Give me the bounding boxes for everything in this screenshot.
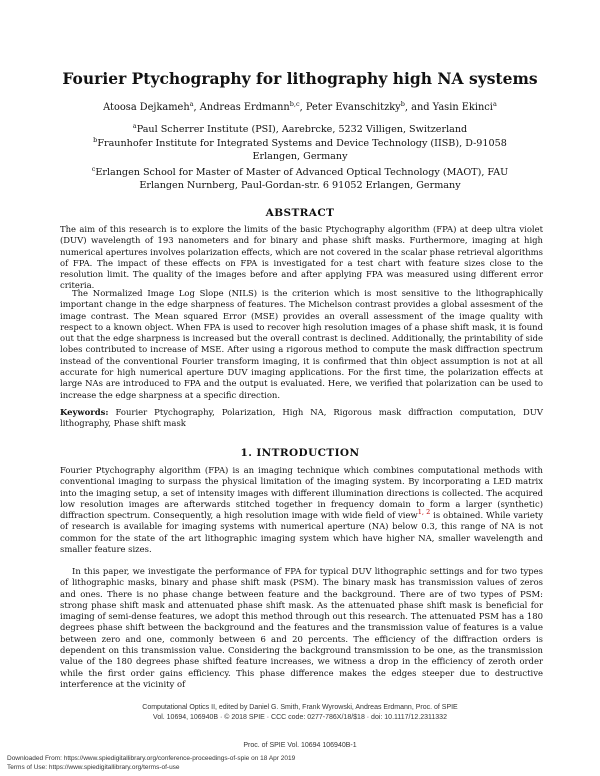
intro-paragraph-1 [60,465,543,555]
affiliation-text: Fraunhofer Institute for Integrated Systems and Device Technology (IISB), D-91058 [97,138,507,149]
affiliation-text: Paul Scherrer Institute (PSI), Aarebrcke, 5232 Villigen, Switzerland [136,124,468,135]
download-info [7,755,295,772]
download-line: Terms of Use: https://www.spiedigitallibrary.org/terms-of-use [7,763,180,771]
intro-text: is obtained. While variety of research is available for imaging systems with numerical aperture (NA) below 0.3, this range of NA is not common for the state of the art lithographic imaging system which have higher NA, smaller wavelength and smaller feature sizes. [60,510,543,555]
intro-paragraph-2: In this paper, we investigate the performance of FPA for typical DUV lithographic settings and for two types of lithographic masks, binary and phase shift mask (PSM). The binary mask has transmission values of zeros and ones. There is no phase change between feature and the background. There are of two types of PSM: strong phase shift mask and attenuated phase shift mask. As the attenuated phase shift mask is beneficial for imaging of semi-dense features, we adopt this method through out this research. The attenuated PSM has a 180 degrees phase shift between the background and the features and the transmission value of features is a value between zero and one, commonly between 6 and 20 percents. The efficiency of the diffraction orders is dependent on this transmission value. Considering the background transmission to be one, as the transmission value of the 180 degrees phase shifted feature increases, we witness a drop in the efficiency of zeroth order while the first order gains efficiency. This phase difference makes the edges steeper due to destructive interference at the vicinity of [60,566,543,689]
abstract-heading: ABSTRACT [265,207,335,219]
section-heading-introduction: 1. INTRODUCTION [240,447,360,459]
author-name: , and Yasin Ekinci [404,102,493,113]
affiliation-a [0,123,600,136]
affiliation-c [0,166,600,192]
affiliation-text: Erlangen School for Master of Master of Advanced Optical Technology (MAOT), FAU [95,167,509,178]
page-number: Proc. of SPIE Vol. 10694 106940B-1 [243,742,357,749]
abstract-paragraph-2: The Normalized Image Log Slope (NILS) is the criterion which is most sensitive to the lithographically important change in the edge sharpness of features. The Michelson contrast provides a global assesment of the image contrast. The Mean squared Error (MSE) provides an overall assessment of the image quality with respect to a known object. When FPA is used to recover high resolution images of a phase shift mask, it is found out that the edge sharpness is increased but the overall contrast is declined. Additionally, the printability of side lobes contributed to increase of MSE. After using a rigorous method to compute the mask diffraction spectrum instead of the conventional Fourier transform imaging, it is confirmed that thin object assumption is not at all accurate for high numerical aperture DUV imaging applications. For the first time, the polarization effects at large NAs are introduced to FPA and the output is evaluated. Here, we verified that polarization can be used to increase the edge sharpness at a specific direction. [60,288,543,400]
download-line: Downloaded From: https://www.spiedigitallibrary.org/conference-proceedings-of-spie on 18 Apr 2019 [7,755,296,762]
affiliation-mark: b [93,136,98,144]
author-affiliation-mark: a [189,100,194,108]
affiliation-text: Erlangen, Germany [252,151,348,162]
author-list [0,102,600,113]
author-affiliation-mark: a [492,100,497,108]
keywords [60,407,543,430]
publication-info [0,703,600,722]
author-affiliation-mark: b,c [289,100,300,108]
author-name: , Andreas Erdmann [193,102,290,113]
citation-link[interactable]: 1, 2 [417,508,431,517]
publication-info-line: Computational Optics II, edited by Daniel G. Smith, Frank Wyrowski, Andreas Erdmann, Proc. of SPIE [142,704,458,711]
abstract-paragraph-1: The aim of this research is to explore the limits of the basic Ptychography algorithm (FPA) at deep ultra violet (DUV) wavelength of 193 nanometers and for binary and phase shift masks. Furthermore, imaging at high numerical apertures involves polarization effects, which are not covered in the scalar phase retrieval algorithms of FPA. The impact of these effects on FPA is investigated for a test chart with feature sizes close to the resolution limit. The quality of the images before and after applying FPA was measured using different error criteria. [60,224,543,291]
author-name: Atoosa Dejkameh [103,102,190,113]
intro-text: Fourier Ptychography algorithm (FPA) is an imaging technique which combines computational methods with conventional imaging to surpass the physical limitation of the imaging system. By incorporating a LED matrix into the imaging setup, a set of intensity images with different illumination directions is collected. The acquired low resolution images are afterwards stitched together in frequency domain to form a larger (synthetic) diffraction spectrum. Consequently, a high resolution image with wide field of view [60,465,543,521]
affiliation-b [0,137,600,163]
author-name: , Peter Evanschitzky [299,102,401,113]
keywords-text: Fourier Ptychography, Polarization, High NA, Rigorous mask diffraction computation, DUV lithography, Phase shift mask [60,407,543,429]
affiliation-text: Erlangen Nurnberg, Paul-Gordan-str. 6 91052 Erlangen, Germany [139,180,461,191]
paper-title: Fourier Ptychography for lithography high NA systems [62,69,538,88]
affiliation-mark: a [132,122,137,130]
publication-info-line: Vol. 10694, 106940B · © 2018 SPIE · CCC code: 0277-786X/18/$18 · doi: 10.1117/12.2311332 [153,713,447,721]
affiliation-mark: c [91,165,96,173]
author-affiliation-mark: b [400,100,405,108]
keywords-label: Keywords: [60,407,109,417]
